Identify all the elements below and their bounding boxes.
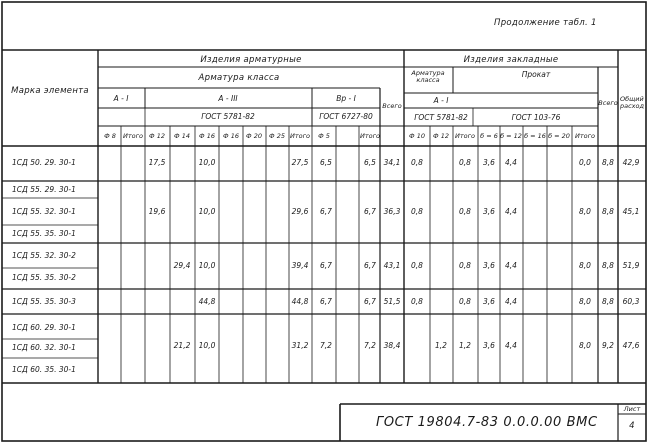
cell-d12: 4,4 bbox=[505, 297, 517, 306]
cell-f14: 29,4 bbox=[173, 261, 191, 270]
cell-e-f10: 0,8 bbox=[411, 297, 423, 306]
row-mark: 1СД 55. 35. 30-3 bbox=[12, 297, 76, 306]
sub-itogo-a3: Итого bbox=[289, 132, 311, 140]
sub-itogo-a1: Итого bbox=[122, 132, 144, 140]
row-mark: 1СД 55. 29. 30-1 bbox=[12, 185, 76, 194]
embed-group-header: Изделия закладные bbox=[463, 55, 559, 65]
cell-itogo-vr: 6,7 bbox=[364, 261, 376, 270]
sub-f14: Ф 14 bbox=[174, 132, 190, 140]
document-code: ГОСТ 19804.7-83 0.0.0.00 ВМС bbox=[376, 415, 598, 430]
cell-grand: 60,3 bbox=[622, 297, 640, 306]
sub-f20: Ф 20 bbox=[246, 132, 262, 140]
cell-d12: 4,4 bbox=[505, 158, 517, 167]
row-mark: 1СД 60. 32. 30-1 bbox=[12, 343, 76, 352]
cell-e-itogo: 0,8 bbox=[459, 297, 471, 306]
cell-e-f10: 0,8 bbox=[411, 207, 423, 216]
cell-itogo-vr: 6,7 bbox=[364, 207, 376, 216]
sub-f5: Ф 5 bbox=[318, 132, 330, 140]
row-mark: 1СД 60. 35. 30-1 bbox=[12, 365, 76, 374]
cell-d6: 3,6 bbox=[483, 158, 495, 167]
cell-vsego: 8,8 bbox=[602, 207, 614, 216]
cell-total: 51,5 bbox=[383, 297, 401, 306]
cell-f16: 44,8 bbox=[198, 297, 216, 306]
cell-vsego: 8,8 bbox=[602, 261, 614, 270]
cell-f5: 6,7 bbox=[320, 207, 332, 216]
cell-e-f12: 1,2 bbox=[435, 341, 447, 350]
gost5781-header: ГОСТ 5781-82 bbox=[201, 112, 255, 121]
sub-f12-embed: Ф 12 bbox=[433, 132, 449, 140]
cell-f16: 10,0 bbox=[198, 261, 216, 270]
cell-grand: 51,9 bbox=[622, 261, 640, 270]
cell-f5: 6,7 bbox=[320, 297, 332, 306]
cell-f5: 6,7 bbox=[320, 261, 332, 270]
sheet-number: 4 bbox=[629, 421, 635, 431]
cell-d6: 3,6 bbox=[483, 297, 495, 306]
cell-e-f10: 0,8 bbox=[411, 158, 423, 167]
sub-f10: Ф 10 bbox=[409, 132, 425, 140]
sub-f25: Ф 25 bbox=[269, 132, 285, 140]
cell-f16: 10,0 bbox=[198, 158, 216, 167]
cell-total: 43,1 bbox=[383, 261, 401, 270]
gost6727-header: ГОСТ 6727-80 bbox=[319, 112, 373, 121]
row-mark: 1СД 55. 35. 30-2 bbox=[12, 273, 76, 282]
cell-vsego: 9,2 bbox=[602, 341, 614, 350]
cell-total: 34,1 bbox=[383, 158, 401, 167]
sub-f16b: Ф 16 bbox=[223, 132, 239, 140]
row-mark: 1СД 50. 29. 30-1 bbox=[12, 158, 76, 167]
cell-itogo-a3: 44,8 bbox=[291, 297, 309, 306]
cell-e-itogo: 0,8 bbox=[459, 158, 471, 167]
cell-f5: 6,5 bbox=[320, 158, 332, 167]
a3-header: А - III bbox=[218, 94, 238, 103]
cell-rolled-itogo: 0,0 bbox=[579, 158, 591, 167]
reinf-class-header: Арматура класса bbox=[198, 73, 280, 83]
mark-col-header: Марка элемента bbox=[11, 86, 89, 96]
cell-f12: 19,6 bbox=[148, 207, 166, 216]
sub-f12: Ф 12 bbox=[149, 132, 165, 140]
sub-itogo-rolled: Итого bbox=[574, 132, 596, 140]
cell-itogo-a3: 39,4 bbox=[291, 261, 309, 270]
cell-grand: 42,9 bbox=[622, 158, 640, 167]
total-header: Всего bbox=[382, 102, 402, 110]
cell-itogo-vr: 7,2 bbox=[364, 341, 376, 350]
cell-d12: 4,4 bbox=[505, 261, 517, 270]
row-mark: 1СД 55. 35. 30-1 bbox=[12, 229, 76, 238]
cell-d6: 3,6 bbox=[483, 341, 495, 350]
sub-d20: б = 20 bbox=[548, 132, 570, 140]
cell-rolled-itogo: 8,0 bbox=[579, 341, 591, 350]
cell-f16: 10,0 bbox=[198, 341, 216, 350]
continuation-label: Продолжение табл. 1 bbox=[494, 18, 597, 28]
row-mark: 1СД 60. 29. 30-1 bbox=[12, 323, 76, 332]
cell-itogo-vr: 6,5 bbox=[364, 158, 376, 167]
cell-d6: 3,6 bbox=[483, 207, 495, 216]
embed-a1-header: А - I bbox=[433, 96, 449, 105]
all-header: Всего bbox=[598, 99, 618, 107]
cell-itogo-a3: 31,2 bbox=[291, 341, 309, 350]
cell-total: 38,4 bbox=[383, 341, 401, 350]
cell-itogo-a3: 27,5 bbox=[291, 158, 309, 167]
cell-itogo-vr: 6,7 bbox=[364, 297, 376, 306]
embed-gost5781-header: ГОСТ 5781-82 bbox=[414, 113, 468, 122]
sub-itogo-embed: Итого bbox=[454, 132, 476, 140]
sub-d16: б = 16 bbox=[524, 132, 546, 140]
cell-rolled-itogo: 8,0 bbox=[579, 261, 591, 270]
grand-total-header: Общий расход bbox=[620, 95, 645, 110]
cell-vsego: 8,8 bbox=[602, 158, 614, 167]
cell-d6: 3,6 bbox=[483, 261, 495, 270]
cell-f16: 10,0 bbox=[198, 207, 216, 216]
embed-reinf-class-header: Арматура класса bbox=[411, 69, 445, 84]
cell-d12: 4,4 bbox=[505, 341, 517, 350]
sub-f8: Ф 8 bbox=[104, 132, 116, 140]
cell-rolled-itogo: 8,0 bbox=[579, 297, 591, 306]
cell-itogo-a3: 29,6 bbox=[291, 207, 309, 216]
sub-itogo-vr: Итого bbox=[359, 132, 381, 140]
cell-rolled-itogo: 8,0 bbox=[579, 207, 591, 216]
cell-f5: 7,2 bbox=[320, 341, 332, 350]
sub-f16a: Ф 16 bbox=[199, 132, 215, 140]
row-mark: 1СД 55. 32. 30-1 bbox=[12, 207, 76, 216]
vr1-header: Вр - I bbox=[336, 94, 356, 103]
row-mark: 1СД 55. 32. 30-2 bbox=[12, 251, 76, 260]
cell-e-itogo: 1,2 bbox=[459, 341, 471, 350]
sub-d12: б = 12 bbox=[500, 132, 522, 140]
cell-f12: 17,5 bbox=[148, 158, 166, 167]
reinf-group-header: Изделия арматурные bbox=[200, 55, 302, 65]
sheet-label: Лист bbox=[623, 405, 641, 413]
a1-header: А - I bbox=[113, 94, 129, 103]
cell-d12: 4,4 bbox=[505, 207, 517, 216]
sub-d6: б = 6 bbox=[480, 132, 498, 140]
rolled-header: Прокат bbox=[521, 70, 551, 79]
cell-total: 36,3 bbox=[383, 207, 401, 216]
cell-f14: 21,2 bbox=[173, 341, 191, 350]
cell-e-itogo: 0,8 bbox=[459, 207, 471, 216]
cell-e-f10: 0,8 bbox=[411, 261, 423, 270]
cell-vsego: 8,8 bbox=[602, 297, 614, 306]
cell-grand: 47,6 bbox=[622, 341, 640, 350]
cell-grand: 45,1 bbox=[622, 207, 640, 216]
gost103-header: ГОСТ 103-76 bbox=[511, 113, 561, 122]
cell-e-itogo: 0,8 bbox=[459, 261, 471, 270]
